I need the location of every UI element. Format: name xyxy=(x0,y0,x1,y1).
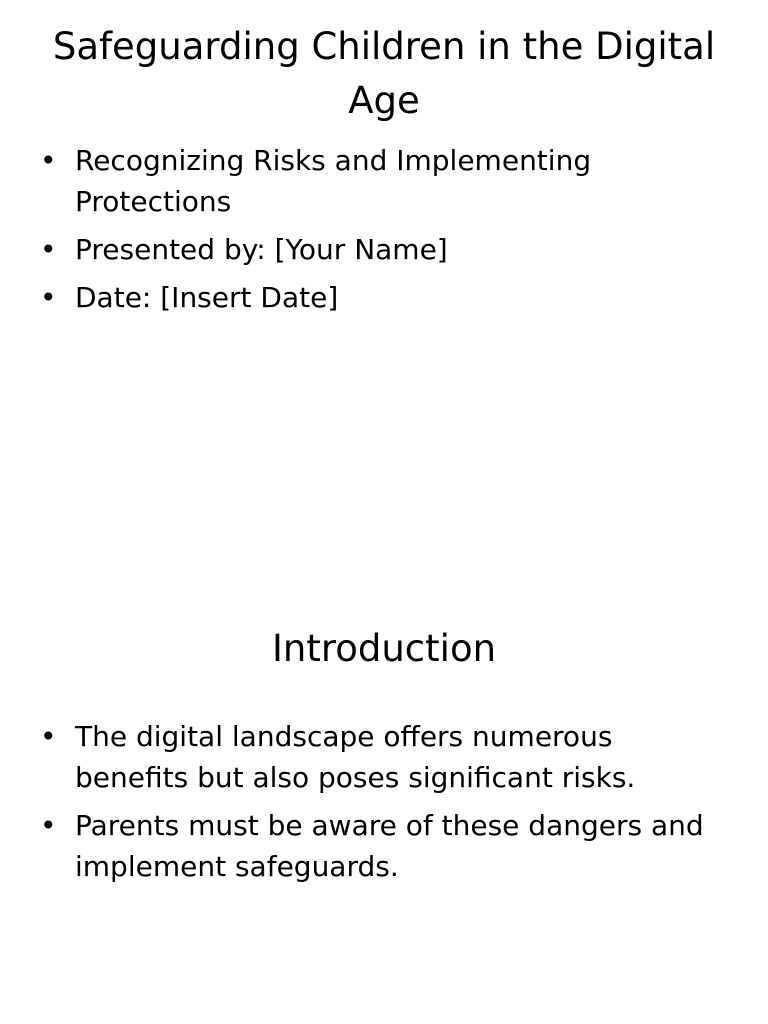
bullet-dot-icon: • xyxy=(40,809,57,842)
bullet-list xyxy=(40,140,730,325)
bullet-dot-icon: • xyxy=(40,144,57,177)
slide-title: Safeguarding Children in the Digital Age xyxy=(52,25,716,122)
bullet-text: Date: [Insert Date] xyxy=(75,281,339,314)
bullet-item xyxy=(40,716,730,798)
slide-title: Introduction xyxy=(271,627,497,670)
bullet-item xyxy=(40,229,730,270)
bullet-text: Parents must be aware of these dangers and implement safeguards. xyxy=(75,809,704,883)
bullet-dot-icon: • xyxy=(40,281,57,314)
bullet-item xyxy=(40,805,730,887)
bullet-list xyxy=(40,716,730,894)
bullet-text: The digital landscape offers numerous benefits but also poses significant risks. xyxy=(75,720,636,794)
bullet-dot-icon: • xyxy=(40,233,57,266)
bullet-dot-icon: • xyxy=(40,720,57,753)
slide-2 xyxy=(0,512,768,1024)
bullet-text: Presented by: [Your Name] xyxy=(75,233,448,266)
bullet-text: Recognizing Risks and Implementing Protections xyxy=(75,144,592,218)
bullet-item xyxy=(40,140,730,222)
bullet-item xyxy=(40,277,730,318)
